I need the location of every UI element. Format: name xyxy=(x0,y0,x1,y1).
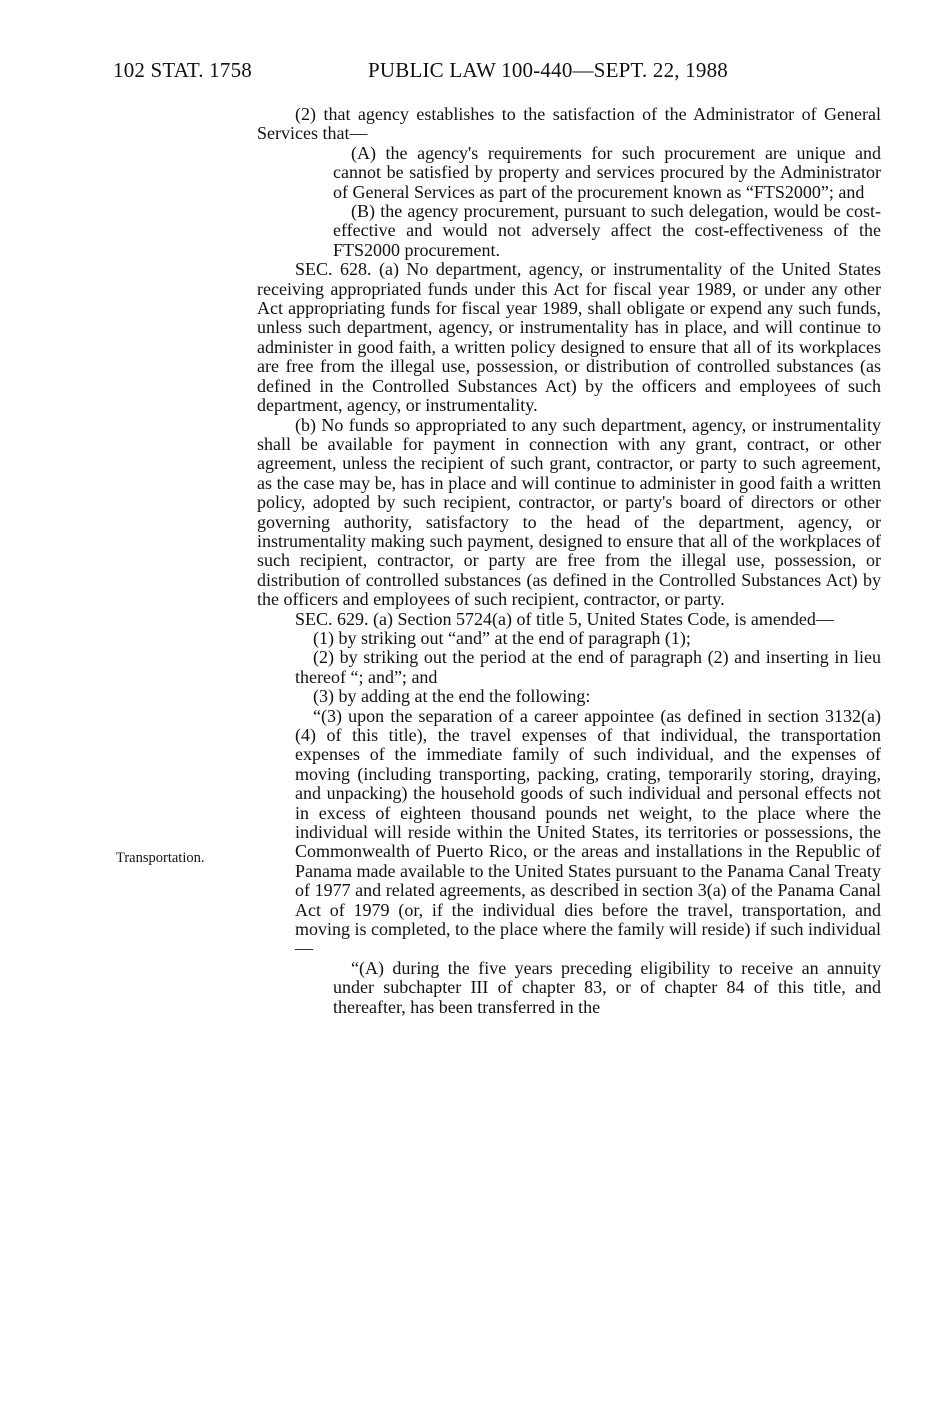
inserted-clause-a: “(A) during the five years preceding eligibility to receive an annuity under subchapter III of chapter 83, or of chapter 84 of this title, and thereafter, has been transferred in the xyxy=(333,957,881,1017)
amendment-2: (2) by striking out the period at the end of paragraph (2) and inserting in lieu thereof “; and”; and xyxy=(295,647,881,687)
running-head: PUBLIC LAW 100-440—SEPT. 22, 1988 xyxy=(368,58,728,82)
clause-a: (A) the agency's requirements for such procurement are unique and cannot be satisfied by property and services procured by the Administrator of General Services as part of the procurement known as “FTS2000”; and xyxy=(333,142,881,202)
inserted-paragraph-3: “(3) upon the separation of a career appointee (as defined in section 3132(a)(4) of this title), the travel expenses of that individual, the transportation expenses of the immediate family of such individual, and the expenses of moving (including transporting, packing, crating, temporarily storing, draying, and unpacking) the household goods of such individual and personal effects not in excess of eighteen thousand pounds net weight, to the place where the individual will reside within the United States, its territories or possessions, the Commonwealth of Puerto Rico, or the areas and installations in the Republic of Panama made available to the United States pursuant to the Panama Canal Treaty of 1977 and related agreements, as described in section 3(a) of the Panama Canal Act of 1979 (or, if the individual dies before the travel, transportation, and moving is completed, to the place where the family will reside) if such individual— xyxy=(295,705,881,959)
page-stat-reference: 102 STAT. 1758 xyxy=(113,58,252,82)
clause-b: (B) the agency procurement, pursuant to such delegation, would be cost-effective and would not adversely affect the cost-effectiveness of the FTS2000 procurement. xyxy=(333,201,881,260)
section-628-b: (b) No funds so appropriated to any such department, agency, or instrumentality shall be available for payment in connection with any grant, contract, or other agreement, unless the recipient of such grant, contractor, or party to such agreement, as the case may be, has in place and will continue to administer in good faith a written policy, adopted by such recipient, contractor, or party's board of directors or other governing authority, satisfactory to the head of the department, agency, or instrumentality making such payment, designed to ensure that all of the workplaces of such recipient, contractor, or party are free from the illegal use, possession, or distribution of controlled substances (as defined in the Controlled Substances Act) by the officers and employees of such recipient, contractor, or party. xyxy=(257,414,881,610)
amendment-1: (1) by striking out “and” at the end of paragraph (1); xyxy=(313,627,691,648)
section-629-a: SEC. 629. (a) Section 5724(a) of title 5, United States Code, is amended— xyxy=(295,608,834,629)
paragraph-2: (2) that agency establishes to the satisfaction of the Administrator of General Services that— xyxy=(257,104,881,144)
amendment-3: (3) by adding at the end the following: xyxy=(313,686,591,707)
margin-note: Transportation. xyxy=(116,850,205,866)
section-628-a: SEC. 628. (a) No department, agency, or instrumentality of the United States receiving appropriated funds under this Act for fiscal year 1989, or under any other Act appropriating funds for fiscal year 1989, shall obligate or expend any such funds, unless such department, agency, or instrumentality has in place, and will continue to administer in good faith, a written policy designed to ensure that all of its workplaces are free from the illegal use, possession, or distribution of controlled substances (as defined in the Controlled Substances Act) by the officers and employees of such department, agency, or instrumentality. xyxy=(257,259,881,416)
law-text xyxy=(257,105,881,1017)
